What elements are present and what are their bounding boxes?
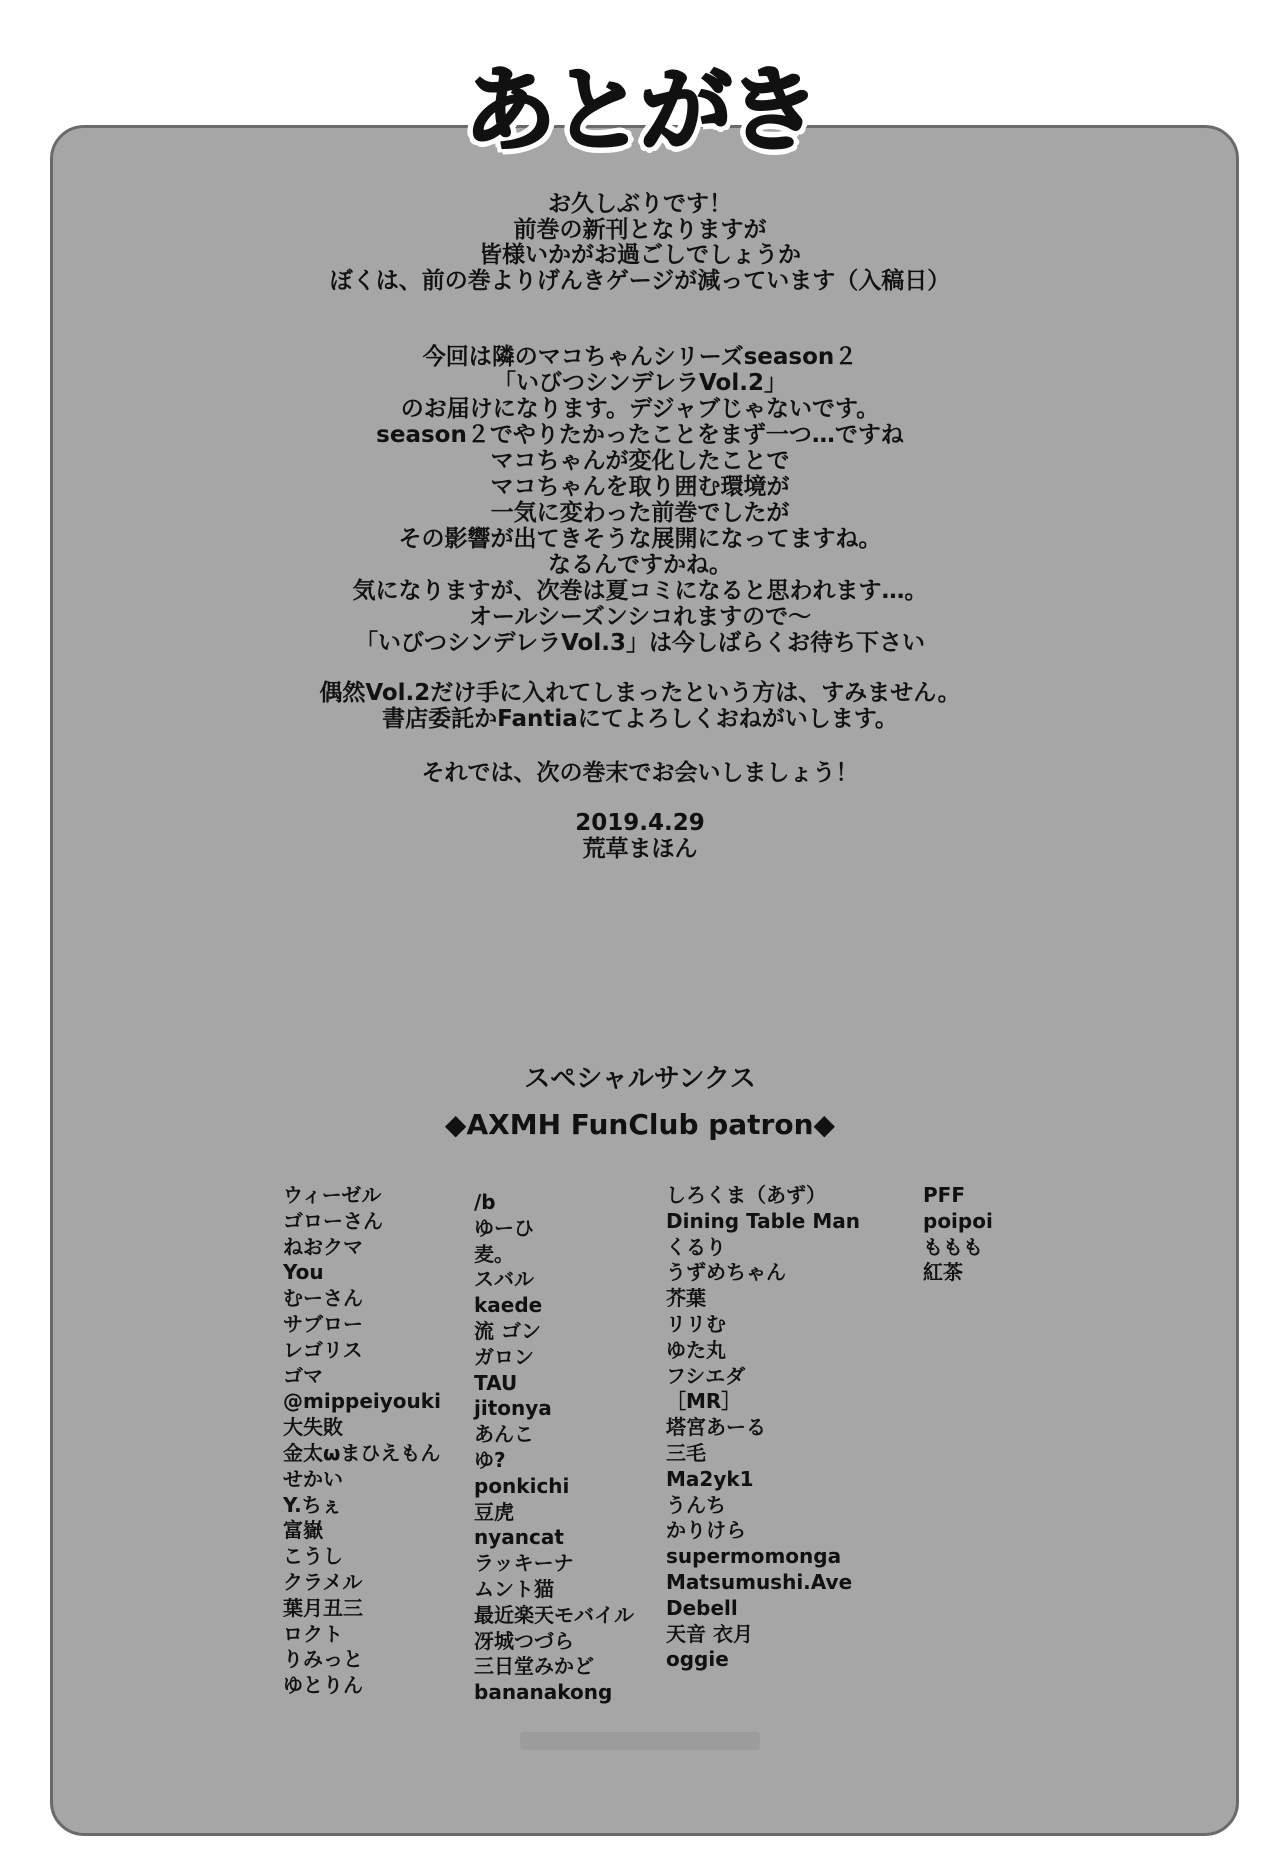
patron-name: ロクト <box>283 1621 343 1646</box>
patron-name: 三毛 <box>666 1440 706 1465</box>
patron-name: ゆた丸 <box>666 1337 726 1362</box>
patron-column-1 <box>283 1183 441 1699</box>
patron-name: うんち <box>666 1492 726 1517</box>
patron-name: ゴローさん <box>283 1208 383 1233</box>
special-thanks-heading: スペシャルサンクス <box>524 1064 756 1094</box>
patron-name: ガロン <box>474 1344 534 1369</box>
patron-name: nyancat <box>474 1525 564 1550</box>
series-paragraph <box>100 344 1180 656</box>
patron-column-2 <box>474 1190 634 1706</box>
patron-name: リリむ <box>666 1311 726 1336</box>
patron-name: 芥葉 <box>666 1286 706 1311</box>
patron-name: poipoi <box>923 1208 993 1233</box>
patron-name: 葉月丑三 <box>283 1595 363 1620</box>
patron-name: ゆーひ <box>474 1215 534 1240</box>
patron-name: Ma2yk1 <box>666 1466 754 1491</box>
signature-block <box>100 810 1180 862</box>
patron-name: You <box>283 1260 324 1285</box>
patron-name: ゴマ <box>283 1363 323 1388</box>
patron-column-3 <box>666 1183 860 1673</box>
patron-name: せかい <box>283 1466 343 1491</box>
patron-name: ラッキーナ <box>474 1551 574 1576</box>
patron-name: かりけら <box>666 1518 746 1543</box>
patron-name: jitonya <box>474 1396 552 1421</box>
text-line: 書店委託かFantiaにてよろしくおねがいします。 <box>382 706 898 732</box>
text-line: その影響が出てきそうな展開になってますね。 <box>398 526 882 552</box>
apology-paragraph <box>100 680 1180 732</box>
patron-name: 大失敗 <box>283 1415 343 1440</box>
text-line: 皆様いかがお過ごしでしょうか <box>479 242 801 268</box>
text-line: のお届けになります。デジャブじゃないです。 <box>400 396 880 422</box>
page-title: あとがき <box>463 57 816 164</box>
patron-name: 流 ゴン <box>474 1318 541 1343</box>
patron-name: ［MR］ <box>666 1389 742 1414</box>
patron-name: サブロー <box>283 1311 363 1336</box>
patron-name: ゆ? <box>474 1447 506 1472</box>
patron-name: Y.ちぇ <box>283 1492 342 1517</box>
patron-name: @mippeiyouki <box>283 1389 441 1414</box>
text-line: 気になりますが、次巻は夏コミになると思われます…。 <box>352 578 928 604</box>
patron-name: ももも <box>923 1234 983 1259</box>
faint-bleedthrough-text <box>520 1732 760 1750</box>
patron-name: Matsumushi.Ave <box>666 1569 853 1594</box>
patron-name: りみっと <box>283 1647 363 1672</box>
patron-name: 紅茶 <box>923 1260 963 1285</box>
closing-line: それでは、次の巻末でお会いしましょう！ <box>421 760 859 786</box>
text-line: なるんですかね。 <box>548 552 732 578</box>
text-line: お久しぶりです！ <box>548 191 732 217</box>
patron-name: くるり <box>666 1234 726 1259</box>
patron-name: 麦。 <box>474 1241 514 1266</box>
patron-name: 豆虎 <box>474 1499 514 1524</box>
text-line: ぼくは、前の巻よりげんきゲージが減っています（入稿日） <box>329 267 951 294</box>
patron-name: PFF <box>923 1183 965 1207</box>
patron-name: むーさん <box>283 1286 363 1311</box>
patron-name: kaede <box>474 1293 543 1318</box>
patron-name: Dining Table Man <box>666 1208 860 1233</box>
patron-name: 最近楽天モバイル <box>474 1602 634 1627</box>
text-line: 今回は隣のマコちゃんシリーズseason２ <box>422 344 858 370</box>
text-line: season２でやりたかったことをまず一つ…ですね <box>376 422 904 448</box>
patron-name: oggie <box>666 1647 729 1672</box>
date: 2019.4.29 <box>575 810 705 836</box>
patron-name: レゴリス <box>283 1337 363 1362</box>
text-line: 一気に変わった前巻でしたが <box>490 500 790 526</box>
patron-name: supermomonga <box>666 1544 842 1569</box>
patron-name: 塔宮あーる <box>666 1415 766 1440</box>
text-line: マコちゃんが変化したことで <box>490 448 790 474</box>
greeting-paragraph <box>100 192 1180 294</box>
patron-name: 金太ωまひえもん <box>283 1440 441 1465</box>
patron-name: Debell <box>666 1595 738 1620</box>
patron-name: ponkichi <box>474 1473 570 1498</box>
patron-name: ウィーゼル <box>283 1183 382 1207</box>
patron-name: うずめちゃん <box>666 1260 786 1285</box>
patron-name: TAU <box>474 1370 518 1395</box>
patron-name: スバル <box>474 1267 534 1292</box>
text-line: オールシーズンシコれますので〜 <box>468 604 812 630</box>
patron-name: 富嶽 <box>283 1518 323 1543</box>
author-name: 荒草まほん <box>582 836 698 862</box>
text-line: 「いびつシンデレラVol.3」は今しばらくお待ち下さい <box>355 630 925 656</box>
patron-name: 三日堂みかど <box>474 1654 594 1679</box>
text-line: 前巻の新刊となりますが <box>513 216 767 243</box>
patron-name: 冴城つづら <box>474 1628 574 1653</box>
text-line: 「いびつシンデレラVol.2」 <box>493 370 787 396</box>
patron-column-4 <box>923 1183 993 1286</box>
patron-name: こうし <box>283 1544 343 1569</box>
patron-name: bananakong <box>474 1680 613 1705</box>
patron-name: /b <box>474 1190 496 1214</box>
text-line: 偶然Vol.2だけ手に入れてしまったという方は、すみません。 <box>319 680 961 706</box>
patron-heading: ◆AXMH FunClub patron◆ <box>444 1108 836 1141</box>
text-line: マコちゃんを取り囲む環境が <box>490 474 790 500</box>
patron-name: 天音 衣月 <box>666 1621 753 1646</box>
patron-name: しろくま（あず） <box>666 1183 826 1207</box>
patron-name: ねおクマ <box>283 1234 363 1259</box>
patron-name: フシエダ <box>666 1363 746 1388</box>
patron-name: ムント猫 <box>474 1576 554 1601</box>
patron-name: クラメル <box>283 1569 363 1594</box>
patron-name: ゆとりん <box>283 1673 363 1698</box>
patron-name: あんこ <box>474 1422 534 1447</box>
